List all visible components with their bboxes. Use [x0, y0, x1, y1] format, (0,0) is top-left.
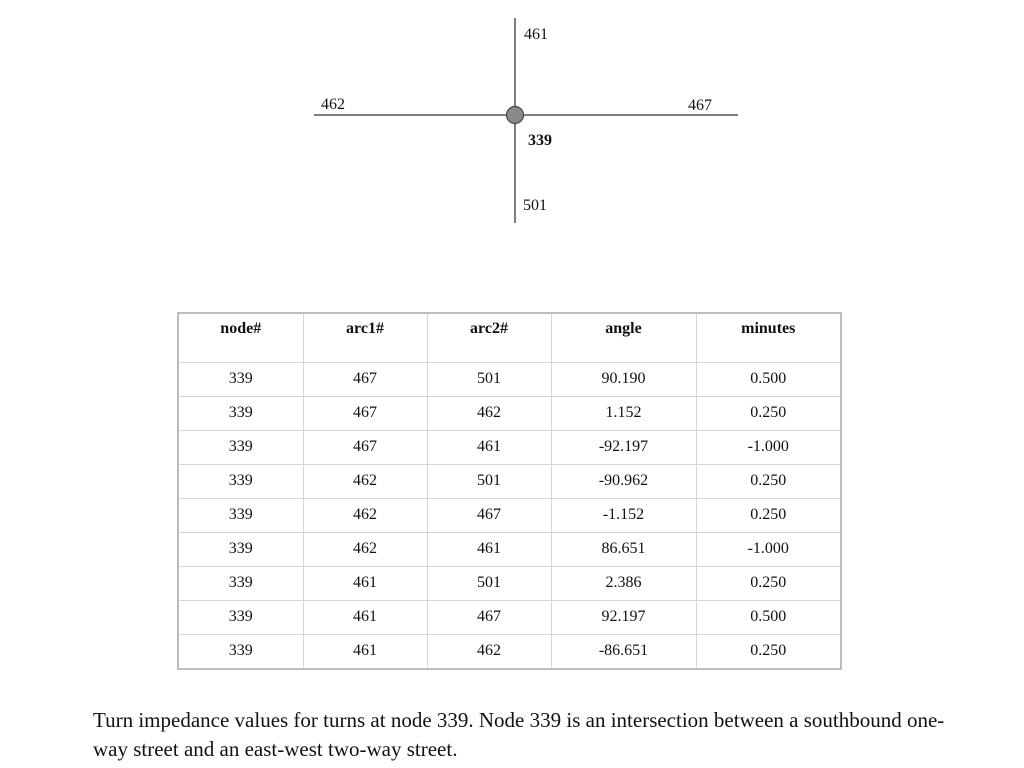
arc-label-north: 461 [524, 26, 548, 43]
table-cell: 86.651 [551, 532, 696, 566]
table-cell: 467 [303, 362, 427, 396]
table-cell: 467 [427, 498, 551, 532]
arc-label-east: 467 [688, 97, 712, 114]
table-cell: 0.250 [696, 498, 841, 532]
table-cell: 467 [303, 430, 427, 464]
table-cell: 501 [427, 464, 551, 498]
column-header: angle [551, 313, 696, 362]
table-cell: 467 [427, 600, 551, 634]
table-cell: 461 [427, 532, 551, 566]
table-cell: 339 [178, 430, 303, 464]
table-cell: 339 [178, 532, 303, 566]
table-cell: 339 [178, 396, 303, 430]
table-cell: 501 [427, 566, 551, 600]
table-cell: 339 [178, 600, 303, 634]
table-cell: 339 [178, 362, 303, 396]
table-header-row [178, 313, 841, 362]
node-marker [507, 107, 524, 124]
column-header: minutes [696, 313, 841, 362]
table-cell: -86.651 [551, 634, 696, 669]
table-row [178, 498, 841, 532]
table-cell: 0.250 [696, 464, 841, 498]
table-cell: 461 [427, 430, 551, 464]
table-cell: 339 [178, 566, 303, 600]
table-cell: 461 [303, 634, 427, 669]
table-row [178, 464, 841, 498]
table-row [178, 396, 841, 430]
figure-caption: Turn impedance values for turns at node 339. Node 339 is an intersection between a southbound one-way street and an east-west two-way street. [93, 708, 945, 761]
table-row [178, 430, 841, 464]
table-cell: 462 [303, 498, 427, 532]
column-header: arc1# [303, 313, 427, 362]
column-header: node# [178, 313, 303, 362]
table-cell: 461 [303, 600, 427, 634]
table-row [178, 634, 841, 669]
table-cell: 92.197 [551, 600, 696, 634]
table-cell: 0.250 [696, 566, 841, 600]
table-cell: 462 [427, 634, 551, 669]
table-row [178, 532, 841, 566]
table-row [178, 362, 841, 396]
table-cell: -90.962 [551, 464, 696, 498]
table-cell: 462 [303, 464, 427, 498]
table-cell: -92.197 [551, 430, 696, 464]
table-cell: 2.386 [551, 566, 696, 600]
node-label: 339 [528, 132, 552, 149]
table-cell: 0.500 [696, 600, 841, 634]
table-cell: 90.190 [551, 362, 696, 396]
table-row [178, 566, 841, 600]
table-cell: 501 [427, 362, 551, 396]
table-cell: 0.250 [696, 634, 841, 669]
table-cell: -1.000 [696, 430, 841, 464]
table-cell: 461 [303, 566, 427, 600]
table-cell: 339 [178, 464, 303, 498]
table-cell: -1.152 [551, 498, 696, 532]
turn-impedance-table [177, 312, 842, 670]
table-cell: -1.000 [696, 532, 841, 566]
table-row [178, 600, 841, 634]
table-cell: 462 [427, 396, 551, 430]
arc-label-west: 462 [321, 96, 345, 113]
table-cell: 339 [178, 634, 303, 669]
table-cell: 0.500 [696, 362, 841, 396]
table-cell: 467 [303, 396, 427, 430]
table-cell: 462 [303, 532, 427, 566]
column-header: arc2# [427, 313, 551, 362]
intersection-diagram [0, 0, 1024, 240]
table-cell: 0.250 [696, 396, 841, 430]
arc-label-south: 501 [523, 197, 547, 214]
table-cell: 1.152 [551, 396, 696, 430]
table-cell: 339 [178, 498, 303, 532]
